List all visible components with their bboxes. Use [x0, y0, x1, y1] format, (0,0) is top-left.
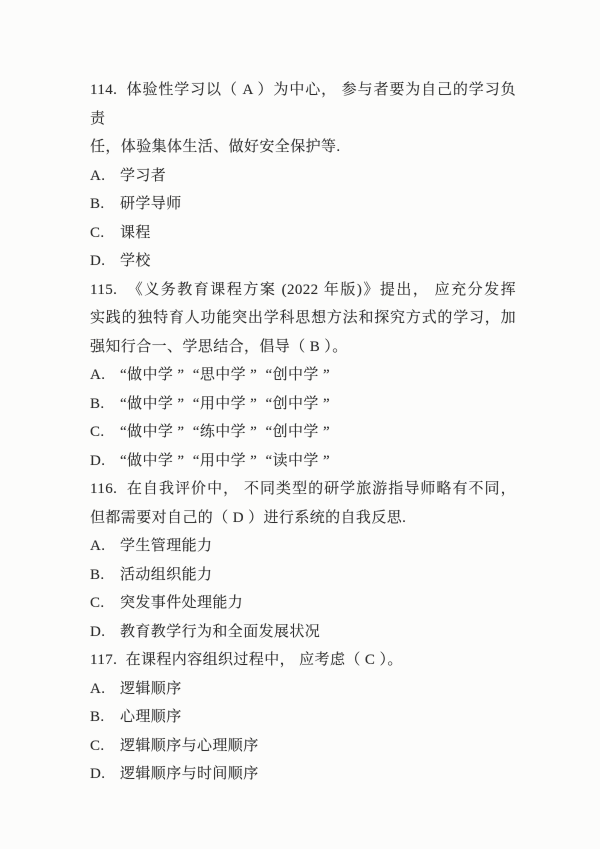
option-label: 学习者: [120, 167, 167, 184]
option-label: 教育教学行为和全面发展状况: [120, 623, 321, 640]
question-115-stem-line-2: 实践的独特育人功能突出学科思想方法和探究方式的学习，加: [90, 310, 516, 326]
question-115: [90, 276, 516, 476]
question-115-option-d: [90, 447, 516, 476]
option-letter: C.: [90, 424, 105, 440]
option-letter: C.: [90, 595, 105, 611]
option-letter: C.: [90, 224, 105, 241]
question-116-stem-line-2: 但都需要对自己的（ D ）进行系统的自我反思.: [90, 509, 407, 526]
option-label: 学生管理能力: [120, 538, 213, 554]
question-116: [90, 475, 516, 646]
option-letter: A.: [90, 367, 106, 383]
question-114-option-c: [90, 219, 516, 248]
question-114-option-a: [90, 162, 516, 191]
question-116-stem-line-1: 116. 在自我评价中， 不同类型的研学旅游指导师略有不同，: [90, 481, 516, 497]
option-label: “做中学 ” “用中学 ” “创中学 ”: [120, 395, 330, 412]
option-label: 活动组织能力: [120, 566, 213, 583]
option-label: 突发事件处理能力: [120, 595, 244, 611]
question-115-stem-line-3: 强知行合一、学思结合，倡导（ B ）。: [90, 338, 348, 355]
question-117-stem-line-1: 117. 在课程内容组织过程中， 应考虑（ C ）。: [90, 652, 403, 668]
option-label: 研学导师: [120, 196, 182, 212]
question-115-option-b: [90, 390, 516, 419]
question-115-option-c: [90, 418, 516, 447]
option-letter: A.: [90, 167, 106, 184]
question-115-stem-line-1: 115. 《义务教育课程方案 (2022 年版)》提出， 应充分发挥: [90, 281, 516, 298]
question-117-option-a: [90, 675, 516, 704]
option-label: 逻辑顺序与时间顺序: [120, 766, 259, 782]
option-letter: B.: [90, 709, 105, 725]
option-label: 课程: [120, 224, 151, 241]
option-label: 逻辑顺序: [120, 680, 182, 697]
question-114-option-b: [90, 190, 516, 219]
option-label: 逻辑顺序与心理顺序: [120, 737, 259, 754]
question-117: [90, 646, 516, 789]
option-label: “做中学 ” “练中学 ” “创中学 ”: [120, 424, 330, 440]
option-letter: C.: [90, 737, 105, 754]
option-label: “做中学 ” “思中学 ” “创中学 ”: [120, 367, 330, 383]
option-label: 学校: [120, 253, 151, 269]
question-117-option-b: [90, 703, 516, 732]
option-label: “做中学 ” “用中学 ” “读中学 ”: [120, 452, 330, 469]
question-116-option-a: [90, 532, 516, 561]
question-114: [90, 76, 516, 276]
option-letter: A.: [90, 538, 106, 554]
option-letter: D.: [90, 253, 106, 269]
questions-block: [90, 76, 516, 789]
question-117-option-d: [90, 760, 516, 789]
option-letter: D.: [90, 452, 106, 469]
option-letter: D.: [90, 766, 106, 782]
question-114-stem-line-2: 任，体验集体生活、做好安全保护等.: [90, 139, 341, 155]
question-114-option-d: [90, 247, 516, 276]
option-letter: B.: [90, 196, 105, 212]
question-115-option-a: [90, 361, 516, 390]
question-116-option-d: [90, 618, 516, 647]
question-116-option-c: [90, 589, 516, 618]
option-letter: B.: [90, 395, 105, 412]
question-116-option-b: [90, 561, 516, 590]
option-label: 心理顺序: [120, 709, 182, 725]
question-114-stem-line-1: 114. 体验性学习以（ A ）为中心， 参与者要为自己的学习负责: [90, 82, 516, 127]
question-117-option-c: [90, 732, 516, 761]
option-letter: B.: [90, 566, 105, 583]
option-letter: D.: [90, 623, 106, 640]
option-letter: A.: [90, 680, 106, 697]
